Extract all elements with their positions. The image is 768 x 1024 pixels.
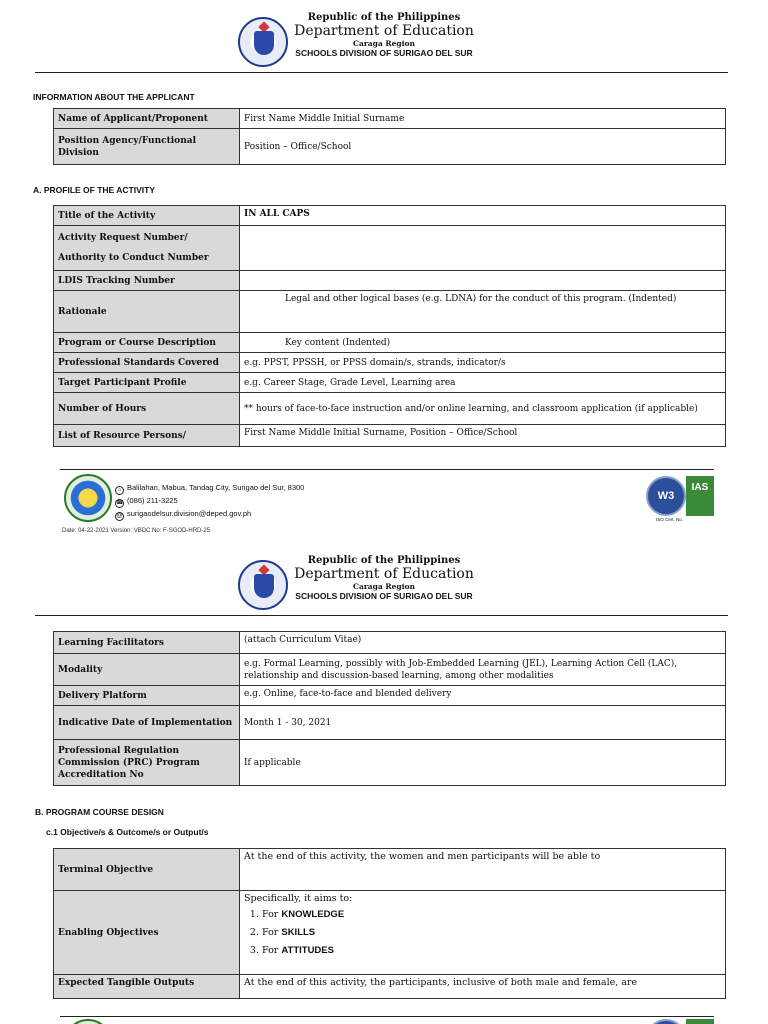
rationale-label: Rationale [54, 291, 240, 333]
table-row [54, 109, 726, 129]
iso-cert-logo: W3 [646, 476, 686, 516]
implementation-date-label: Indicative Date of Implementation [54, 706, 240, 740]
table-row [54, 226, 726, 271]
table-row [54, 740, 726, 786]
table-row [54, 393, 726, 425]
applicant-name-value[interactable]: First Name Middle Initial Surname [240, 109, 726, 129]
table-row [54, 206, 726, 226]
tangible-outputs-label: Expected Tangible Outputs [54, 975, 240, 999]
header-divider [35, 615, 728, 616]
header-divider [35, 72, 728, 73]
target-participant-value[interactable]: e.g. Career Stage, Grade Level, Learning area [240, 373, 726, 393]
table-row [54, 129, 726, 165]
footer-divider [60, 469, 714, 470]
header-republic: Republic of the Philippines [307, 12, 461, 23]
footer-contact [115, 482, 304, 521]
hours-value[interactable]: ** hours of face-to-face instruction and/or online learning, and classroom application (if applicable) [240, 393, 726, 425]
standards-value[interactable]: e.g. PPST, PPSSH, or PPSS domain/s, strands, indicator/s [240, 353, 726, 373]
profile-continued-table [53, 631, 726, 786]
table-row [54, 891, 726, 975]
standards-label: Professional Standards Covered [54, 353, 240, 373]
enabling-objectives-value[interactable] [240, 891, 726, 975]
table-row [54, 654, 726, 686]
objectives-table [53, 848, 726, 999]
list-item [262, 909, 721, 921]
division-logo [64, 474, 112, 522]
division-logo [64, 1019, 112, 1024]
phone-icon: ☎ [116, 500, 124, 506]
item-domain: SKILLS [281, 927, 316, 938]
terminal-objective-label: Terminal Objective [54, 849, 240, 891]
activity-title-label: Title of the Activity [54, 206, 240, 226]
applicant-position-value[interactable]: Position – Office/School [240, 129, 726, 165]
header-region: Caraga Region [353, 582, 415, 591]
table-row [54, 632, 726, 654]
table-row [54, 333, 726, 353]
footer-phone: (086) 211-3225 [127, 496, 178, 505]
footer-divider [60, 1016, 714, 1017]
implementation-date-value[interactable]: Month 1 - 30, 2021 [240, 706, 726, 740]
table-row [54, 686, 726, 706]
table-row [54, 706, 726, 740]
profile-table [53, 205, 726, 447]
tangible-outputs-value[interactable]: At the end of this activity, the participants, inclusive of both male and female, are [240, 975, 726, 999]
item-domain: ATTITUDES [281, 945, 334, 956]
hours-label: Number of Hours [54, 393, 240, 425]
document-meta: Date: 04-22-2021 Version: VBDC No: F-SGOD-HRD-25 [62, 528, 211, 534]
delivery-platform-label: Delivery Platform [54, 686, 240, 706]
item-prefix: For [262, 945, 282, 956]
facilitators-value[interactable]: (attach Curriculum Vitae) [240, 632, 726, 654]
activity-request-value[interactable] [240, 226, 726, 271]
enabling-objectives-label: Enabling Objectives [54, 891, 240, 975]
enabling-objectives-list [262, 909, 721, 957]
resource-persons-label: List of Resource Persons/ [54, 425, 240, 447]
table-row [54, 373, 726, 393]
rationale-value[interactable]: Legal and other logical bases (e.g. LDNA) for the conduct of this program. (Indented) [240, 291, 726, 333]
course-description-value[interactable]: Key content (Indented) [240, 333, 726, 353]
iso-cert-logo [646, 1019, 686, 1024]
header-department: Department of Education [294, 23, 474, 39]
location-icon: ⌂ [115, 486, 124, 495]
footer-email[interactable]: surigaodelsur.division@deped.gov.ph [127, 509, 252, 518]
design-section-title: B. PROGRAM COURSE DESIGN [35, 807, 164, 817]
resource-persons-value[interactable]: First Name Middle Initial Surname, Position – Office/School [240, 425, 726, 447]
table-row [54, 975, 726, 999]
table-row [54, 291, 726, 333]
item-domain: KNOWLEDGE [281, 909, 345, 920]
list-item [262, 945, 721, 957]
modality-label: Modality [54, 654, 240, 686]
ldis-value[interactable] [240, 271, 726, 291]
header-region: Caraga Region [353, 39, 415, 48]
terminal-objective-value[interactable]: At the end of this activity, the women and men participants will be able to [240, 849, 726, 891]
table-row [54, 353, 726, 373]
activity-request-label: Activity Request Number/ Authority to Conduct Number [54, 226, 240, 271]
target-participant-label: Target Participant Profile [54, 373, 240, 393]
profile-section-title: A. PROFILE OF THE ACTIVITY [33, 185, 155, 195]
activity-title-value[interactable]: IN ALL CAPS [240, 206, 726, 226]
header-division: SCHOOLS DIVISION OF SURIGAO DEL SUR [295, 48, 473, 58]
objectives-subtitle: c.1 Objective/s & Outcome/s or Output/s [46, 827, 209, 837]
ias-logo [686, 1019, 714, 1024]
facilitators-label: Learning Facilitators [54, 632, 240, 654]
ldis-label: LDIS Tracking Number [54, 271, 240, 291]
table-row [54, 271, 726, 291]
header-division: SCHOOLS DIVISION OF SURIGAO DEL SUR [295, 591, 473, 601]
prc-accreditation-value[interactable]: If applicable [240, 740, 726, 786]
applicant-position-label: Position Agency/Functional Division [54, 129, 240, 165]
email-icon: @ [116, 513, 123, 519]
page-header [200, 555, 568, 601]
page-header [200, 12, 568, 58]
applicant-table [53, 108, 726, 165]
list-item [262, 927, 721, 939]
delivery-platform-value[interactable]: e.g. Online, face-to-face and blended delivery [240, 686, 726, 706]
applicant-name-label: Name of Applicant/Proponent [54, 109, 240, 129]
iso-cert-number: ISO Cert. No. [656, 517, 684, 522]
item-prefix: For [262, 927, 282, 938]
modality-value[interactable]: e.g. Formal Learning, possibly with Job-Embedded Learning (JEL), Learning Action Cell (LAC), relationship and discussion-based learning, among other modalities [240, 654, 726, 686]
header-republic: Republic of the Philippines [307, 555, 461, 566]
applicant-section-title: INFORMATION ABOUT THE APPLICANT [33, 92, 195, 102]
ias-logo: IAS [686, 476, 714, 516]
course-description-label: Program or Course Description [54, 333, 240, 353]
header-department: Department of Education [294, 566, 474, 582]
footer-address: Balilahan, Mabua, Tandag City, Surigao del Sur, 8300 [127, 483, 305, 492]
prc-accreditation-label: Professional Regulation Commission (PRC) Program Accreditation No [54, 740, 240, 786]
item-prefix: For [262, 909, 282, 920]
table-row [54, 425, 726, 447]
table-row [54, 849, 726, 891]
enabling-intro: Specifically, it aims to: [244, 893, 353, 904]
